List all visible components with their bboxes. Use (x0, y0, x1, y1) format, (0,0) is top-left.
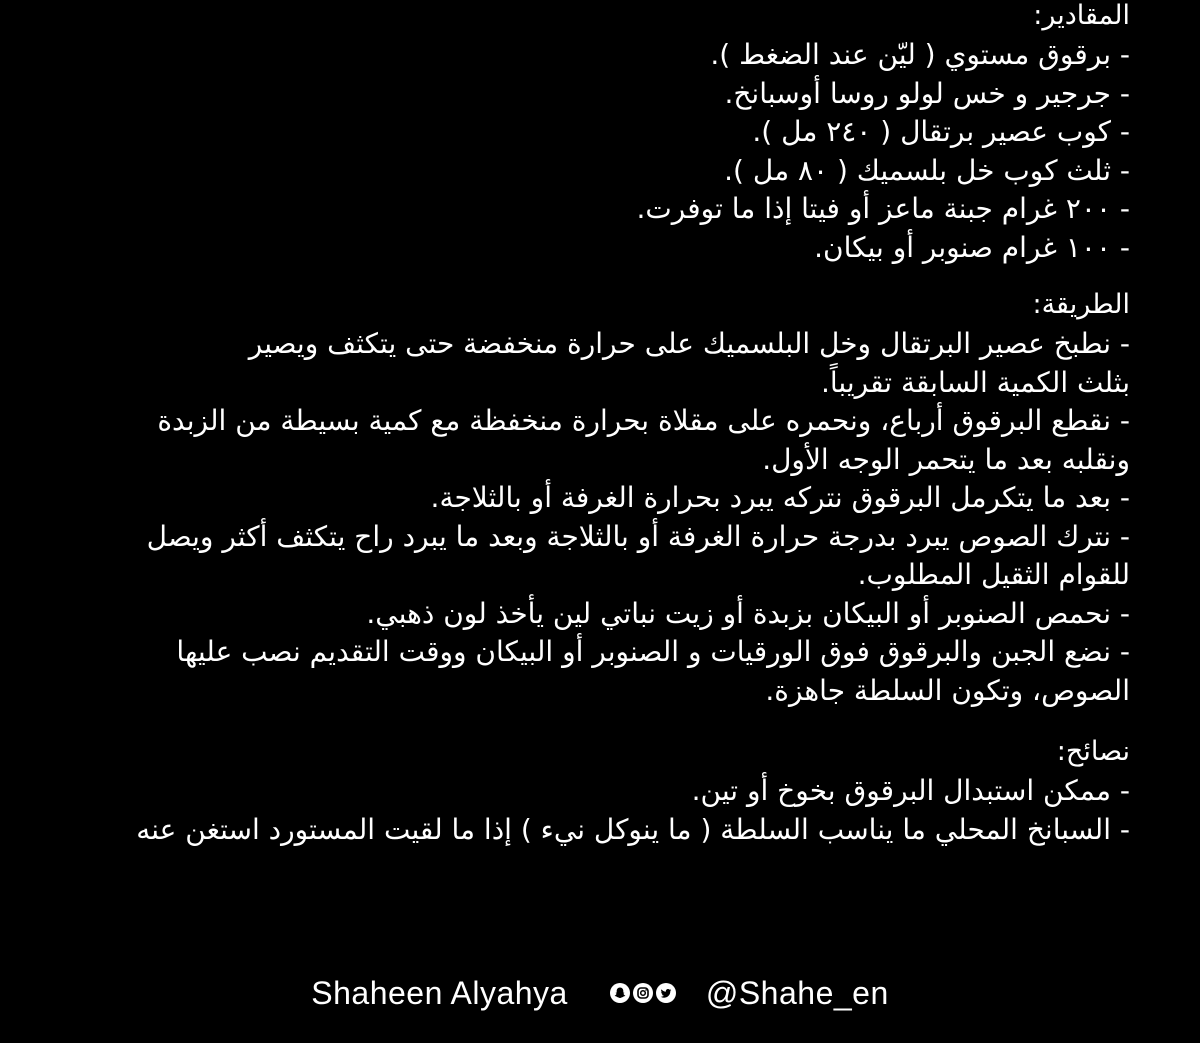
method-section (0, 285, 1130, 710)
method-line: ونقلبه بعد ما يتحمر الوجه الأول. (762, 442, 1130, 476)
ingredients-section (0, 0, 1130, 267)
method-line: - نطبخ عصير البرتقال وخل البلسميك على حرارة منخفضة حتى يتكثف ويصير (248, 327, 1130, 360)
method-line: الصوص، وتكون السلطة جاهزة. (765, 673, 1130, 707)
snapchat-icon (610, 983, 630, 1003)
method-line: - بعد ما يتكرمل البرقوق نتركه يبرد بحرارة الغرفة أو بالثلاجة. (430, 481, 1130, 514)
instagram-icon (633, 983, 653, 1003)
tip-line: - السبانخ المحلي ما يناسب السلطة ( ما ينوكل نيء ) إذا ما لقيت المستورد استغن عنه (136, 812, 1130, 846)
ingredient-line: - ثلث كوب خل بلسميك ( ٨٠ مل ). (724, 153, 1130, 187)
tips-section (0, 732, 1130, 849)
footer (0, 968, 1200, 1018)
method-line: للقوام الثقيل المطلوب. (857, 558, 1130, 591)
method-line: بثلث الكمية السابقة تقريباً. (821, 365, 1130, 399)
author-name: Shaheen Alyahya (311, 974, 568, 1011)
ingredient-line: - ١٠٠ غرام صنوبر أو بيكان. (814, 230, 1130, 264)
social-icons (610, 983, 676, 1003)
tip-line: - ممكن استبدال البرقوق بخوخ أو تين. (691, 774, 1130, 807)
ingredient-line: - برقوق مستوي ( ليّن عند الضغط ). (710, 38, 1130, 71)
ingredient-line: - ٢٠٠ غرام جبنة ماعز أو فيتا إذا ما توفرت. (636, 192, 1130, 225)
method-line: - نضع الجبن والبرقوق فوق الورقيات و الصنوبر أو البيكان ووقت التقديم نصب عليها (176, 635, 1130, 668)
twitter-icon (656, 983, 676, 1003)
ingredients-heading: المقادير: (1033, 0, 1130, 31)
ingredient-line: - كوب عصير برتقال ( ٢٤٠ مل ). (752, 115, 1130, 148)
method-line: - نقطع البرقوق أرباع، ونحمره على مقلاة بحرارة منخفظة مع كمية بسيطة من الزبدة (157, 404, 1130, 437)
tips-heading: نصائح: (1056, 736, 1130, 767)
ingredient-line: - جرجير و خس لولو روسا أوسبانخ. (724, 76, 1130, 110)
method-line: - نحمص الصنوبر أو البيكان بزبدة أو زيت نباتي لين يأخذ لون ذهبي. (366, 596, 1130, 630)
method-line: - نترك الصوص يبرد بدرجة حرارة الغرفة أو بالثلاجة وبعد ما يبرد راح يتكثف أكثر ويصل (146, 519, 1130, 553)
author-handle: @Shahe_en (705, 974, 889, 1011)
method-heading: الطريقة: (1032, 289, 1130, 320)
